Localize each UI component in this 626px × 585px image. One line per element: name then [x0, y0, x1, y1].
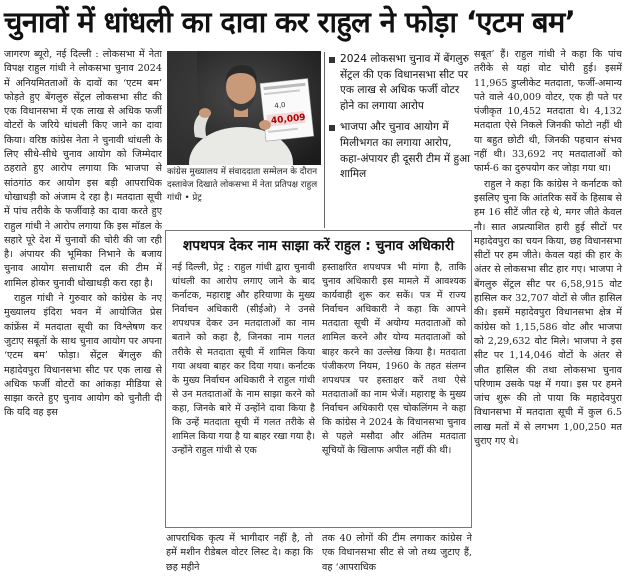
- column-divider: [324, 52, 325, 228]
- bottom-column-b: तक 40 लोगों की टीम लगाकर कांग्रेस ने एक विधानसभा सीट से जो तथ्य जुटाए हैं, वह ‘आपराधिक: [322, 533, 472, 573]
- highlight-item: [328, 120, 470, 182]
- highlight-text-2: भाजपा और चुनाव आयोग में मिलीभगत का लगाया आरोप, कहा-अंपायर ही दूसरी टीम में हुआ शामिल: [340, 121, 470, 181]
- speaker-photo-illustration: [167, 51, 321, 165]
- highlights-box: [328, 52, 470, 189]
- left-article-column: [4, 48, 162, 583]
- sidebar-story-text-a: नई दिल्ली, प्रेट्र : राहुल गांधी द्वारा चुनावी धांधली का आरोप लगाए जाने के बाद कर्नाटक, महाराष्ट्र और हरियाणा के मुख्य निर्वाचन अधिकारी (सीईओ) ने उनसे शपथपत्र देकर उन मतदाताओं का नाम बताने को कहा है, जिनका नाम गलत तरीके से मतदाता सूची में शामिल किया गया अथवा बाहर कर दिया गया। कर्नाटक के मुख्य निर्वाचन अधिकारी ने राहुल गांधी से उन मतदाताओं के नाम साझा करने को कहा, जिनके बारे में उन्होंने दावा किया है कि उन्हें मतदाता सूची में गलत तरीके से शामिल किया गया है या बाहर रखा गया है। उन्होंने राहुल गांधी से एक: [172, 262, 315, 457]
- highlight-text-1: 2024 लोकसभा चुनाव में बेंगलुरु सेंट्रल की एक विधानसभा सीट पर एक लाख से अधिक फर्जी वोटर होने का लगाया आरोप: [340, 53, 469, 112]
- headline: चुनावों में धांधली का दावा कर राहुल ने फोड़ा ‘एटम बम’: [4, 5, 576, 39]
- highlight-item: [328, 52, 470, 114]
- photo-caption: कांग्रेस मुख्यालय में संवाददाता सम्मेलन के दौरान दस्तावेज दिखाते लोकसभा में नेता प्रतिपक्ष राहुल गांधी • प्रेट्र: [167, 167, 318, 203]
- sidebar-story-title: शपथपत्र देकर नाम साझा करें राहुल : चुनाव अधिकारी: [182, 238, 455, 254]
- left-paragraph-1: जागरण ब्यूरो, नई दिल्ली : लोकसभा में नेता विपक्ष राहुल गांधी ने लोकसभा चुनाव 2024 में अनियमितताओं के दावों का ‘एटम बम’ फोड़ते हुए बेंगलुरु सेंट्रल लोकसभा सीट की एक विधानसभा में एक लाख से अधिक फर्जी वोटरों के जरिये धांधली किए जाने का दावा किया। वरिष्ठ कांग्रेस नेता ने चुनावी धांधली के लिए सीधे-सीधे चुनाव आयोग को जिम्मेदार ठहराते हुए आरोप लगाया कि भाजपा से सांठगांठ कर आयोग इस बड़ी आपराधिक धोखाधड़ी को अंजाम दे रहा है। मतदाता सूची में पांच तरीके के फर्जीवाड़े का दावा करते हुए राहुल गांधी ने आरोप लगाया कि इस मॉडल के सहारे पूरे देश में चुनावों की चोरी की जा रही है। अंपायर की भूमिका निभाने के बजाय चुनाव आयोग सत्ताधारी दल की टीम में शामिल होकर चुनावी धोखाधड़ी करा रहा है।: [4, 49, 162, 289]
- right-paragraph-1: सबूत’ हैं। राहुल गांधी ने कहा कि पांच तरीके से यहां वोट चोरी हुई। इसमें 11,965 डुप्लीकेट मतदाता, फर्जी-अमान्य पते वाले 40,009 वोटर, एक ही पते पर पंजीकृत 10,452 मतदाता थे। 4,132 मतदाता ऐसे निकले जिनकी फोटो नहीं थी या बहुत छोटी थी, जिनकी पहचान संभव नहीं थी। 33,692 नए मतदाताओं को फार्म-6 का दुरुपयोग कर जोड़ा गया था।: [474, 49, 622, 175]
- sheet-number-top: 4,0: [274, 100, 286, 111]
- sidebar-story-box: [165, 230, 472, 528]
- bottom-column-a: आपराधिक कृत्य में भागीदार नहीं है, तो हमें मशीन रीडेबल वोटर लिस्ट दे। कहा कि छह महीने: [166, 533, 313, 573]
- bullet-square-icon: [329, 57, 335, 63]
- sidebar-story-text-b: हस्ताक्षरित शपथपत्र भी मांगा है, ताकि चुनाव अधिकारी इस मामले में आवश्यक कार्यवाही शुरू कर सकें। पत्र में राज्य निर्वाचन अधिकारी ने कहा कि आपने मतदाता सूची में अयोग्य मतदाताओं को शामिल करने और योग्य मतदाताओं को बाहर करने का उल्लेख किया है। मतदाता पंजीकरण नियम, 1960 के तहत संलग्न शपथपत्र पर हस्ताक्षर करें तथा ऐसे मतदाताओं का नाम भेजें। महाराष्ट्र के मुख्य निर्वाचन अधिकारी एस चोकलिंगम ने कहा कि कांग्रेस ने 2024 के विधानसभा चुनाव से पहले मसौदा और अंतिम मतदाता सूचियों के खिलाफ अपील नहीं की थी।: [322, 262, 466, 457]
- right-article-column: [474, 48, 622, 583]
- sidebar-story-column-b: [322, 261, 466, 525]
- news-photo: [167, 51, 321, 165]
- bullet-square-icon: [329, 125, 335, 131]
- sidebar-story-column-a: [172, 261, 315, 525]
- right-paragraph-2: राहुल ने कहा कि कांग्रेस ने कर्नाटक को इसलिए चुना कि आंतरिक सर्वे के हिसाब से हम 16 सीटें जीत रहे थे, मगर जीते केवल नौ। सात अप्रत्याशित हारी हुई सीटों पर महादेवपुरा का चयन किया, छह विधानसभा सीटों पर हम जीते। केवल यहां की हार के अंतर से लोकसभा सीट हार गए। भाजपा ने बेंगलुरु सेंट्रल सीट पर 6,58,915 वोट हासिल कर 32,707 वोटों से जीत हासिल की। इसमें महादेवपुरा विधानसभा क्षेत्र में कांग्रेस को 1,15,586 वोट और भाजपा को 2,29,632 वोट मिले। भाजपा ने इस सीट पर 1,14,046 वोटों के अंतर से जीत हासिल की तथा लोकसभा चुनाव परिणाम उसके पक्ष में गया। इस पर हमने जांच शुरू की तो पाया कि महादेवपुरा विधानसभा में मतदाता सूची में कुल 6.5 लाख मतों में से लगभग 1,00,250 मत चुराए गए थे।: [474, 178, 622, 448]
- left-paragraph-2: राहुल गांधी ने गुरुवार को कांग्रेस के नए मुख्यालय इंदिरा भवन में आयोजित प्रेस कांफ्रेंस में मतदाता सूची का विश्लेषण कर जुटाए सबूतों के साथ चुनाव आयोग पर अपना ‘एटम बम’ फोड़ा। सेंट्रल बेंगलुरु की महादेवपुरा विधानसभा सीट पर एक लाख से अधिक फर्जी वोटरों का आंकड़ा मीडिया से साझा करते हुए चुनाव आयोग को चुनौती दी कि यदि वह इस: [4, 293, 162, 419]
- sheet-number-highlight: 40,009: [270, 112, 307, 127]
